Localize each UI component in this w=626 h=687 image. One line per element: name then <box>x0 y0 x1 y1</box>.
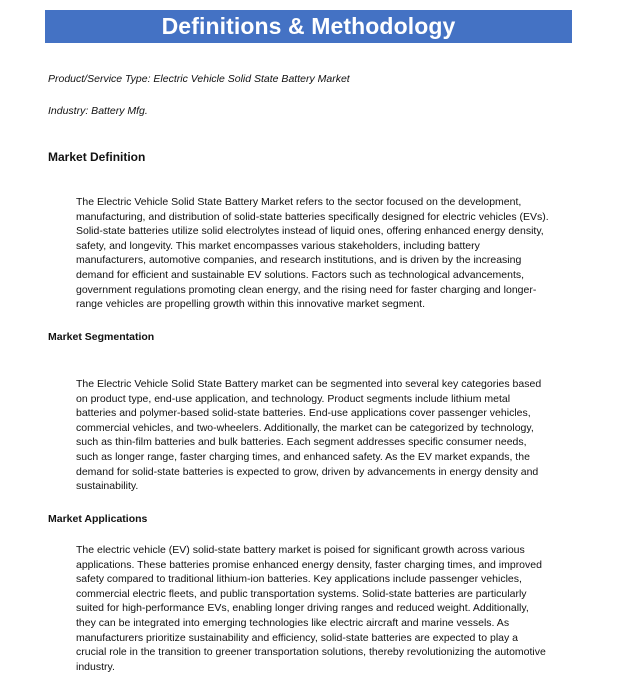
product-type-line: Product/Service Type: Electric Vehicle Solid State Battery Market <box>48 73 350 85</box>
market-definition-body: The Electric Vehicle Solid State Battery Market refers to the sector focused on the development, manufacturing, and distribution of solid-state batteries specifically designed for electric vehicles (EVs). Solid-state batteries utilize solid electrolytes instead of liquid ones, offering enhanced energy density, safety, and longevity. This market encompasses various stakeholders, including battery manufacturers, automotive companies, and research institutions, and is driven by the increasing demand for efficient and sustainable EV solutions. Factors such as technological advancements, government regulations promoting clean energy, and the rising need for faster charging and longer-range vehicles are propelling growth within this innovative market segment. <box>76 196 549 311</box>
market-segmentation-heading: Market Segmentation <box>48 331 155 343</box>
industry-line: Industry: Battery Mfg. <box>48 105 148 117</box>
title-banner <box>45 10 572 43</box>
market-applications-heading: Market Applications <box>48 513 148 525</box>
market-segmentation-body: The Electric Vehicle Solid State Battery market can be segmented into several key categories based on product type, end-use application, and technology. Product segments include lithium metal batteries and polymer-based solid-state batteries. End-use applications cover passenger vehicles, commercial vehicles, and two-wheelers. Additionally, the market can be categorized by technology, such as thin-film batteries and bulk batteries. Each segment addresses specific consumer needs, such as longer range, faster charging times, and enhanced safety. As the EV market expands, the demand for solid-state batteries is expected to grow, driven by advancements in energy density and sustainability. <box>76 378 542 493</box>
market-definition-heading: Market Definition <box>48 150 146 164</box>
market-applications-body: The electric vehicle (EV) solid-state battery market is poised for significant growth across various applications. These batteries promise enhanced energy density, faster charging times, and improved safety compared to traditional lithium-ion batteries. Key applications include passenger vehicles, commercial electric fleets, and public transportation systems. Solid-state batteries are particularly suited for high-performance EVs, enabling longer driving ranges and reduced weight. Additionally, they can be integrated into emerging technologies like electric aircraft and marine vessels. As manufacturers prioritize sustainability and efficiency, solid-state batteries are expected to play a crucial role in the transition to greener transportation solutions, thereby revolutionizing the automotive industry. <box>76 544 546 673</box>
page-title: Definitions & Methodology <box>161 13 456 39</box>
